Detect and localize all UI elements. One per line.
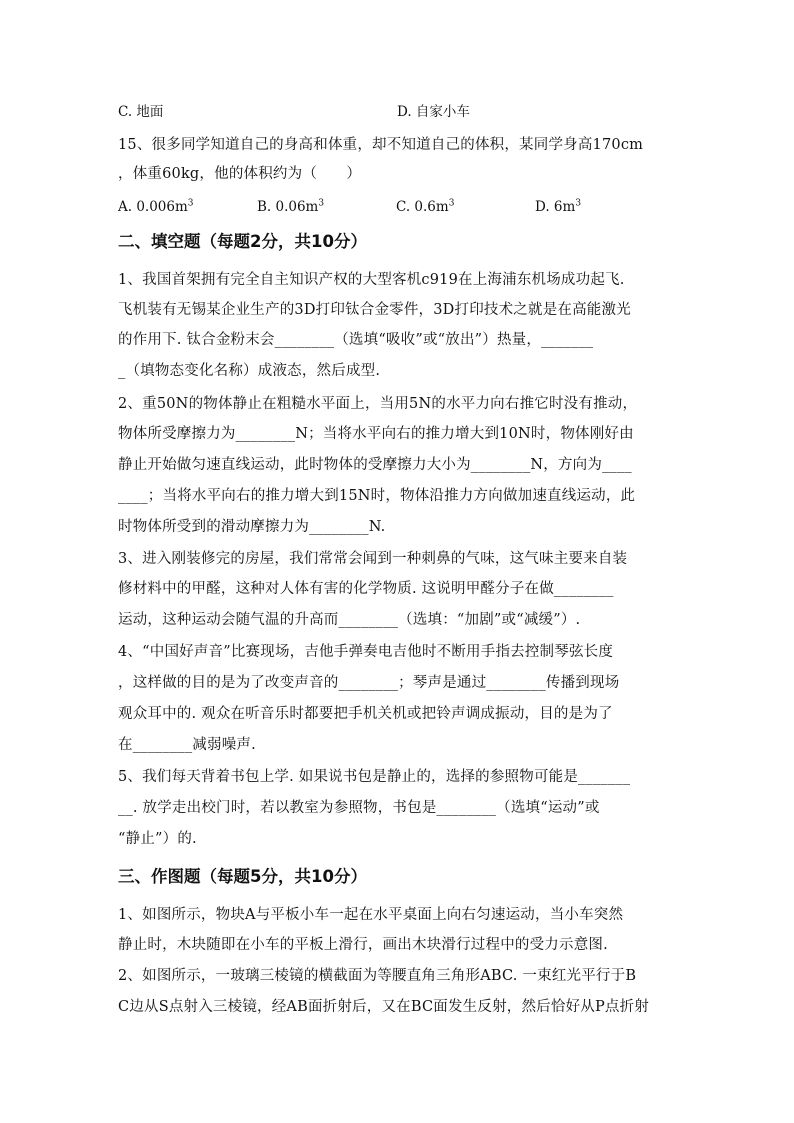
q15-option-b-text: B. 0.06m (257, 199, 319, 215)
s3-q2-line-2: C边从S点射入三棱镜，经AB面折射后，又在BC面发生反射，然后恰好从P点折射 (118, 999, 650, 1015)
q15-option-c (396, 197, 454, 217)
q15-option-a-text: A. 0.006m (118, 199, 188, 215)
q15-option-b-sup: 3 (318, 198, 325, 209)
s2-q1-line-3: 的作用下. 钛合金粉末会________（选填“吸收”或“放出”）热量，_______ (118, 332, 594, 348)
q14-option-d: D. 自家小车 (397, 104, 470, 120)
s3-q1-line-2: 静止时，木块随即在小车的平板上滑行，画出木块滑行过程中的受力示意图. (118, 937, 608, 953)
s2-q2-line-3: 静止开始做匀速直线运动，此时物体的受摩擦力大小为________N，方向为____ (118, 457, 632, 473)
s3-q1-line-1: 1、如图所示，物块A与平板小车一起在水平桌面上向右匀速运动，当小车突然 (118, 907, 624, 923)
q15-stem-line-1: 15、很多同学知道自己的身高和体重，却不知道自己的体积，某同学身高170cm (118, 137, 644, 153)
s2-q1-line-4: _（填物态变化名称）成液态，然后成型. (118, 363, 381, 379)
s2-q4-line-4: 在________减弱噪声. (118, 737, 256, 753)
section-3-heading: 三、作图题（每题5分，共10分） (118, 867, 367, 886)
q15-option-d (535, 197, 581, 217)
q15-stem-line-2: ，体重60kg，他的体积约为（ ） (118, 166, 362, 182)
q14-option-c: C. 地面 (118, 104, 164, 120)
q15-option-a-sup: 3 (187, 198, 194, 209)
s2-q4-line-3: 观众耳中的. 观众在听音乐时都要把手机关机或把铃声调成振动，目的是为了 (118, 706, 613, 722)
q15-option-b (257, 197, 324, 217)
s2-q2-line-2: 物体所受摩擦力为________N；当将水平向右的推力增大到10N时，物体刚好由 (118, 426, 634, 442)
s2-q3-line-1: 3、进入刚装修完的房屋，我们常常会闻到一种刺鼻的气味，这气味主要来自装 (118, 551, 628, 567)
q15-option-c-text: C. 0.6m (396, 199, 449, 215)
s2-q4-line-2: ，这样做的目的是为了改变声音的________；琴声是通过________传播到现场 (118, 675, 620, 691)
s2-q2-line-5: 时物体所受到的滑动摩擦力为________N. (118, 519, 386, 535)
s2-q1-line-2: 飞机装有无锡某企业生产的3D打印钛合金零件，3D打印技术之就是在高能激光 (118, 302, 631, 318)
s2-q2-line-4: ____；当将水平向右的推力增大到15N时，物体沿推力方向做加速直线运动，此 (118, 488, 636, 504)
s2-q5-line-1: 5、我们每天背着书包上学. 如果说书包是静止的，选择的参照物可能是_______ (118, 769, 631, 785)
s2-q1-line-1: 1、我国首架拥有完全自主知识产权的大型客机c919在上海浦东机场成功起飞. (118, 272, 625, 288)
q15-option-d-sup: 3 (575, 198, 582, 209)
s2-q4-line-1: 4、“中国好声音”比赛现场，吉他手弹奏电吉他时不断用手指去控制琴弦长度 (118, 644, 614, 660)
q15-option-c-sup: 3 (448, 198, 455, 209)
s2-q3-line-3: 运动，这种运动会随气温的升高而________（选填：“加剧”或“减缓”）. (118, 612, 581, 628)
s3-q2-line-1: 2、如图所示，一玻璃三棱镜的横截面为等腰直角三角形ABC. 一束红光平行于B (118, 968, 637, 984)
s2-q5-line-2: __. 放学走出校门时，若以教室为参照物，书包是________（选填“运动”或 (118, 800, 600, 816)
s2-q3-line-2: 修材料中的甲醛，这种对人体有害的化学物质. 这说明甲醛分子在做________ (118, 581, 614, 597)
q15-option-a (118, 197, 194, 217)
section-2-heading: 二、填空题（每题2分，共10分） (118, 232, 367, 251)
q15-option-d-text: D. 6m (535, 199, 576, 215)
s2-q2-line-1: 2、重50N的物体静止在粗糙水平面上，当用5N的水平力向右推它时没有推动， (118, 396, 638, 412)
s2-q5-line-3: “静止”）的. (118, 831, 197, 847)
